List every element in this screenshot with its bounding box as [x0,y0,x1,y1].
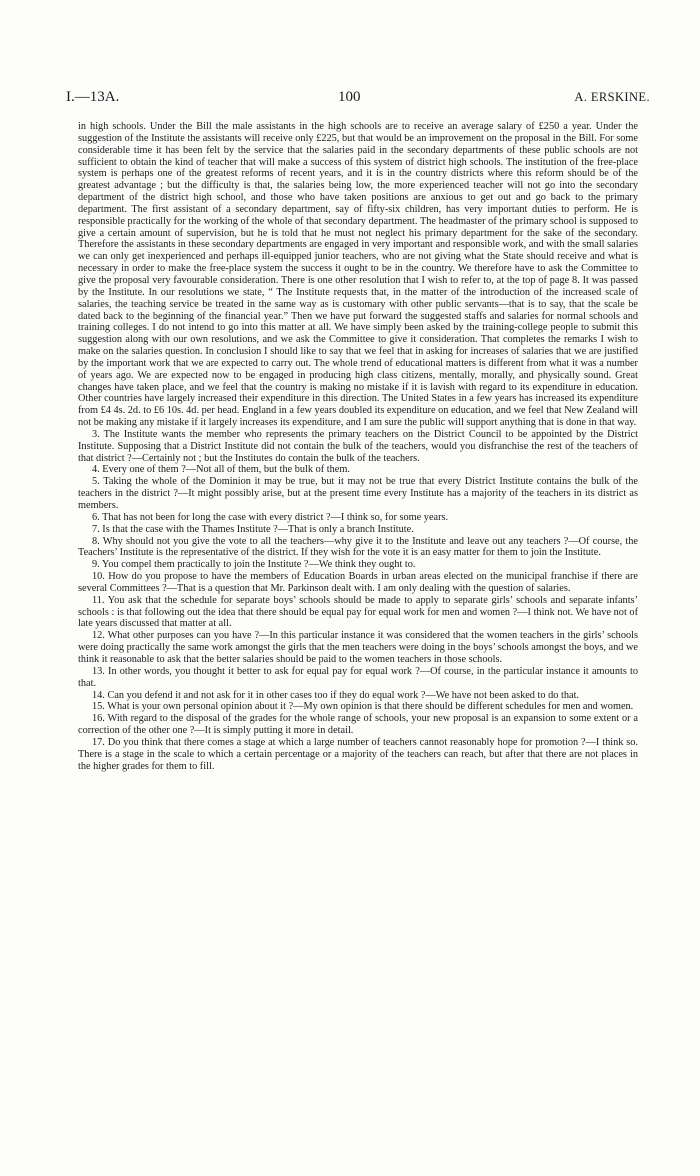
question-answer-11: 11. You ask that the schedule for separate boys’ schools should be made to apply to separate girls’ schools and separate infants’ schools : is that following out the idea that there should be equal pay for equal work for men and women ?—I think not. We have not of late years discussed that matter at all. [78,594,638,630]
question-answer-14: 14. Can you defend it and not ask for it in other cases too if they do equal work ?—We have not been asked to do that. [92,689,580,701]
question-answer-3: 3. The Institute wants the member who represents the primary teachers on the District Council to be appointed by the District Institute. Supposing that a District Institute did not contain the bulk of the teachers, would you disfranchise the rest of the teachers of that district ?—Certainly not ; but the Institutes do contain the bulk of the teachers. [78,428,638,464]
question-answer-15: 15. What is your own personal opinion about it ?—My own opinion is that there should be different schedules for men and women. [92,701,634,713]
question-answer-6: 6. That has not been for long the case with every district ?—I think so, for some years. [92,511,449,523]
page-number: 100 [338,89,361,105]
question-answer-16: 16. With regard to the disposal of the grades for the whole range of schools, your new proposal is an expansion to some extent or a correction of the other one ?—It is simply putting it more in detail. [78,713,638,737]
question-answer-17: 17. Do you think that there comes a stage at which a large number of teachers cannot reasonably hope for promotion ?—I think so. There is a stage in the scale to which a certain percentage or a majority of the teachers can reach, but after that there are not places in the higher grades for them to fill. [78,736,638,772]
document-body [78,121,638,772]
page-header [66,89,650,107]
question-answer-4: 4. Every one of them ?—Not all of them, but the bulk of them. [92,464,350,476]
question-answer-10: 10. How do you propose to have the members of Education Boards in urban areas elected on the municipal franchise if there are several Committees ?—That is a question that Mr. Parkinson dealt with. I am only dealing with the question of salaries. [78,571,638,594]
document-reference: I.—13A. [66,89,120,105]
paragraph-continuation: in high schools. Under the Bill the male assistants in the high schools are to receive an average salary of £250 a year. Under the suggestion of the Institute the assistants will receive only £225, but that would be an improvement on the proposal in the Bill. For some considerable time it has been felt by the service that the salaries paid in the secondary departments of these public schools are not sufficient to obtain the kind of teacher that will make a success of this system of district high schools. The institution of the free-place system is perhaps one of the greatest reforms of recent years, and it is in the country districts where this reform should be of the greatest advantage ; but the difficulty is that, the salaries being low, the more experienced teacher will not go into the secondary department of the district high school, and those who have taken positions are anxious to get out and go back to the primary department. The first assistant of a secondary department, say of fifty-six children, has very important duties to perform. He is responsible practically for the working of the whole of that secondary department. The headmaster of the primary school is supposed to give a certain amount of supervision, but he is told that he must not neglect his primary department for the sake of the secondary. Therefore the assistants in these secondary departments are engaged in very important and responsible work, and with the small salaries we can only get inexperienced and perhaps ill-equipped junior teachers, who are not giving what the State should receive and what is necessary in order to make the free-place system the success it ought to be in the country. We therefore have to ask the Committee to give the proposal very favourable consideration. There is one other resolution that I wish to refer to, at the top of page 8. It was passed by the Institute. In our resolutions we state, “ The Institute requests that, in the matter of the introduction of the increased scale of salaries, the teaching service be treated in the same way as is customary with other public servants—that is to say, that the scale be dated back to the beginning of the financial year.” Then we have put forward the suggested staffs and salaries for normal schools and training colleges. I do not intend to go into this matter at all. We have simply been asked by the training-college people to submit this suggestion along with our own resolutions, and we ask the Committee to give it consideration. That completes the remarks I wish to make on the salaries question. In conclusion I should like to say that we feel that in asking for increases of salaries that we are justified by the important work that we are expected to carry out. The whole trend of educational matters is different from what it was a number of years ago. We are expected now to be engaged in producing high class citizens, mentally, morally, and physically sound. Great changes have taken place, and we feel that the country is making no mistake if it is lavish with regard to its expenditure in education. Other countries have largely increased their expenditure in this direction. The United States in a few years has increased its expenditure from £4 4s. 2d. to £6 10s. 4d. per head. England in a few years doubled its expenditure on education, and we feel that New Zealand will not be making any mistake if it largely increases its expenditure, and I am sure the public will support anything that is done in that way. [78,121,638,429]
question-answer-12: 12. What other purposes can you have ?—In this particular instance it was considered that the women teachers in the girls’ schools were doing practically the same work amongst the girls that the men teachers were doing in the boys’ schools amongst the boys, and we think it reasonable to ask that the better salaries should be paid to the women teachers in those schools. [78,630,638,665]
question-answer-13: 13. In other words, you thought it better to ask for equal pay for equal work ?—Of course, in the particular instance it amounts to that. [78,665,638,689]
question-answer-7: 7. Is that the case with the Thames Institute ?—That is only a branch Institute. [92,523,414,535]
question-answer-8: 8. Why should not you give the vote to all the teachers—why give it to the Institute and leave out any teachers ?—Of course, the Teachers’ Institute is the representative of the district. If they wish for the vote it is an easy matter for them to join the Institute. [78,535,638,559]
witness-name: A. ERSKINE. [574,90,650,104]
question-answer-5: 5. Taking the whole of the Dominion it may be true, but it may not be true that every District Institute contains the bulk of the teachers in the district ?—It might possibly arise, but at the present time every Institute has a majority of the teachers in its district as members. [78,476,638,511]
question-answer-9: 9. You compel them practically to join the Institute ?—We think they ought to. [92,559,416,571]
